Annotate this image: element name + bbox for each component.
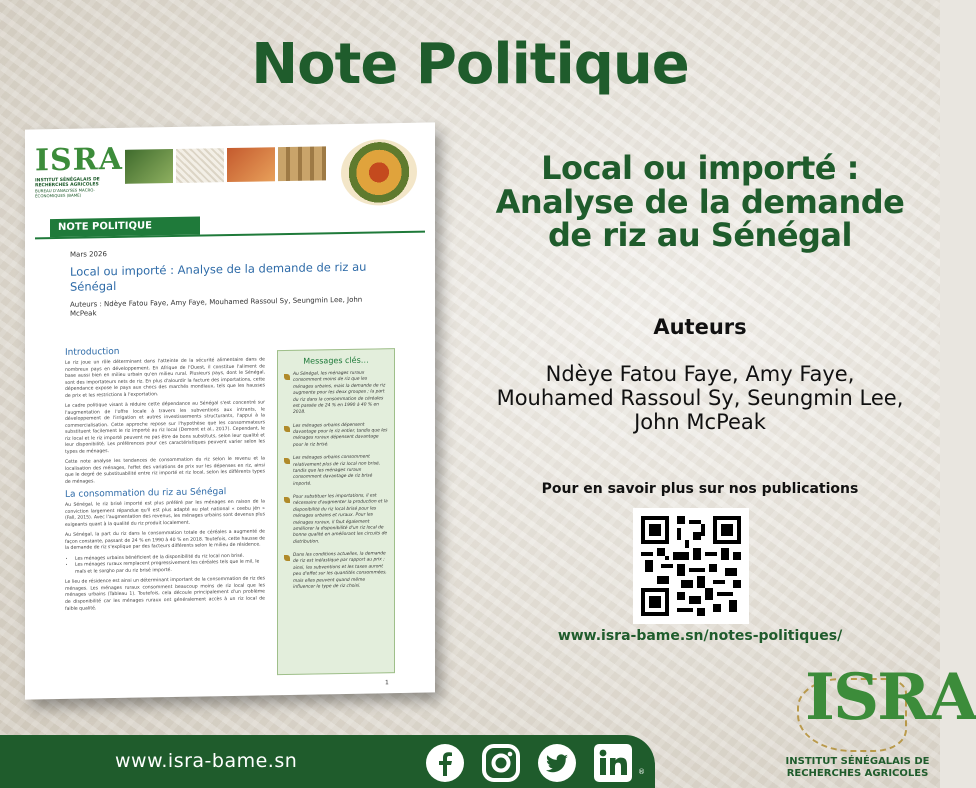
photo-rice-grains [176,148,224,183]
document-title: Local ou importé : Analyse de la demande de riz au Sénégal [70,259,367,294]
isra-logo-mark: ISRA [805,660,976,735]
document-date: Mars 2026 [70,250,107,259]
conso-paragraph: Le lieu de résidence est ainsi un déterminant important de la consommation de riz des ménages. Les ménages ruraux consomment beaucoup moins de riz local que les ménages urbains (Tableau 1). Toutefois, cela découle principalement d'un problème de disponibilité car les ménages ruraux ont généralement accès à un riz local de faible qualité. [65,576,265,612]
key-message-text: Dans les conditions actuelles, la demande de riz est inélastique par rapport au prix ; ainsi, les subventions et les taxes auront peu d'effet sur les quantités consommées, mais elles peuvent quand même influencer le type de riz choisi. [293,551,387,590]
intro-paragraph: Le riz joue un rôle déterminant dans l'atteinte de la sécurité alimentaire dans de nombreux pays en développement. En Afrique de l'Ouest, il constitue l'aliment de base aussi bien en milieu urbain qu'en milieu rural. Plusieurs pays, dont le Sénégal, sont des importateurs nets de riz. En plus d'alourdir la facture des importations, cette dépendance expose le pays aux chocs des marchés mondiaux, tels que les hausses de prix et les restrictions à l'exportation. [65,357,265,399]
photo-ceebu-jen-plate [341,139,417,206]
key-message [284,493,388,546]
photo-market [227,147,275,182]
document-preview[interactable] [25,122,435,699]
subtitle-line: Local ou importé : [541,149,859,187]
instagram-icon[interactable] [481,743,521,783]
intro-paragraph: Cette note analyse les tendances de consommation du riz selon le revenu et la localisation des ménages, l'effet des variations de prix sur les dépenses en riz, ainsi que le degré de substituabilité entre riz importé et riz local, selon les différents types de ménages. [65,456,265,485]
authors-heading: Auteurs [653,315,747,339]
isra-logo-line2: RECHERCHES AGRICOLES [786,768,929,779]
isra-logo-line1: INSTITUT SÉNÉGALAIS DE [785,756,930,767]
qr-code-icon [641,516,741,616]
page-title: Note Politique [251,32,689,97]
qr-code[interactable] [633,508,749,624]
key-messages-heading: Messages clés… [303,355,369,366]
authors-line: Ndèye Fatou Faye, Amy Faye, [545,362,855,386]
registered-mark: ® [638,768,645,776]
leaf-icon [284,458,290,464]
key-message [284,454,388,488]
intro-heading: Introduction [65,346,120,358]
key-message-text: Pour substituer les importations, il est nécessaire d'augmenter la production et la disponibilité du riz local brisé pour les ménages urbains et ruraux. Pour les ménages ruraux, il faut également améliorer la disponibilité d'un riz local de bonne qualité en améliorant les circuits de distribution. [293,493,388,545]
document-main-column [65,340,265,617]
twitter-icon[interactable] [537,743,577,783]
footer-bar [0,735,655,788]
subtitle-line: Analyse de la demande [495,182,905,221]
note-subtitle [470,149,930,255]
publications-prompt: Pour en savoir plus sur nos publications [541,481,859,497]
bullet-item: • Les ménages urbains bénéficient de la disponibilité du riz local non brisé. [75,553,265,563]
document-logo [35,142,123,199]
footer-website-link[interactable]: www.isra-bame.sn [115,750,298,772]
leaf-icon [284,555,290,561]
document-photo-strip [125,146,326,184]
isra-logo [775,660,976,788]
bullet-item: • Les ménages ruraux remplacent progressivement les céréales tels que le mil, le maïs et le sorgho par du riz brisé importé. [75,560,265,576]
page-number: 1 [385,679,389,687]
conso-bullets [65,553,265,576]
conso-paragraph: Au Sénégal, le riz brisé importé est plus préféré par les ménages en raison de la conviction largement répandue qu'il est plus adapté au plat national « ceebu jën » (Fall, 2015). Avec l'augmentation des revenus, les ménages urbains sont devenus plus exigeants quant à la qualité du riz produit localement. [65,499,265,528]
key-message [284,551,388,591]
key-message-text: Les ménages urbains dépensent davantage pour le riz entier, tandis que les ménages ruraux dépensent davantage pour le riz brisé. [293,422,388,448]
subtitle-line: de riz au Sénégal [548,216,852,255]
photo-rice-bags [278,146,326,181]
key-message-text: Au Sénégal, les ménages ruraux consomment moins de riz que les ménages urbains, mais la demande de riz augmente pour les deux groupes ; la part du riz dans la consommation de céréales est passée de 24 % en 1990 à 40 % en 2018. [293,370,386,416]
document-authors: Auteurs : Ndèye Fatou Faye, Amy Faye, Mouhamed Rassoul Sy, Seungmin Lee, John McPeak [70,295,363,319]
document-band: NOTE POLITIQUE [50,217,200,238]
key-message [284,422,388,449]
linkedin-icon[interactable] [593,743,633,783]
leaf-icon [284,497,290,503]
leaf-icon [284,374,290,380]
intro-paragraph: Le cadre politique visant à réduire cette dépendance au Sénégal s'est concentré sur l'augmentation de l'offre locale à travers les subventions aux intrants, le développement de l'irrigation et autres investissements structurants, l'appui à la commercialisation. Cette approche repose sur l'hypothèse que les consommateurs substituent facilement le riz importé au riz local (Demont et al., 2017). Cependant, le riz local et le riz importé peuvent ne pas être de bons substituts, selon leur qualité et leur disponibilité. Les préférences pour ces caractéristiques peuvent varier selon les types de ménages. [65,400,265,455]
photo-rice-field [125,149,173,184]
authors-list [470,362,930,434]
key-message [284,370,388,416]
authors-line: John McPeak [634,410,766,435]
document-logo-line1: INSTITUT SÉNÉGALAIS DE RECHERCHES AGRICOLES [35,177,100,189]
social-links [425,743,633,783]
leaf-icon [284,426,290,432]
facebook-icon[interactable] [425,743,465,783]
key-messages-box [277,348,395,675]
document-logo-mark: ISRA [35,141,123,179]
document-logo-line2: BUREAU D'ANALYSES MACRO-ÉCONOMIQUES (BAME) [35,187,95,198]
key-message-text: Les ménages urbains consomment relativement plus de riz local non brisé, tandis que les ménages ruraux consomment davantage de riz brisé importé. [293,454,381,487]
publications-link[interactable]: www.isra-bame.sn/notes-politiques/ [557,628,843,644]
authors-line: Mouhamed Rassoul Sy, Seungmin Lee, [496,386,904,411]
conso-paragraph: Au Sénégal, la part du riz dans la consommation totale de céréales a augmenté de façon constante, passant de 24 % en 1990 à 40 % en 2018. Toutefois, cette hausse de la demande de riz s'explique par des facteurs différents selon le milieu de résidence. [65,529,265,552]
conso-heading: La consommation du riz au Sénégal [65,487,227,501]
